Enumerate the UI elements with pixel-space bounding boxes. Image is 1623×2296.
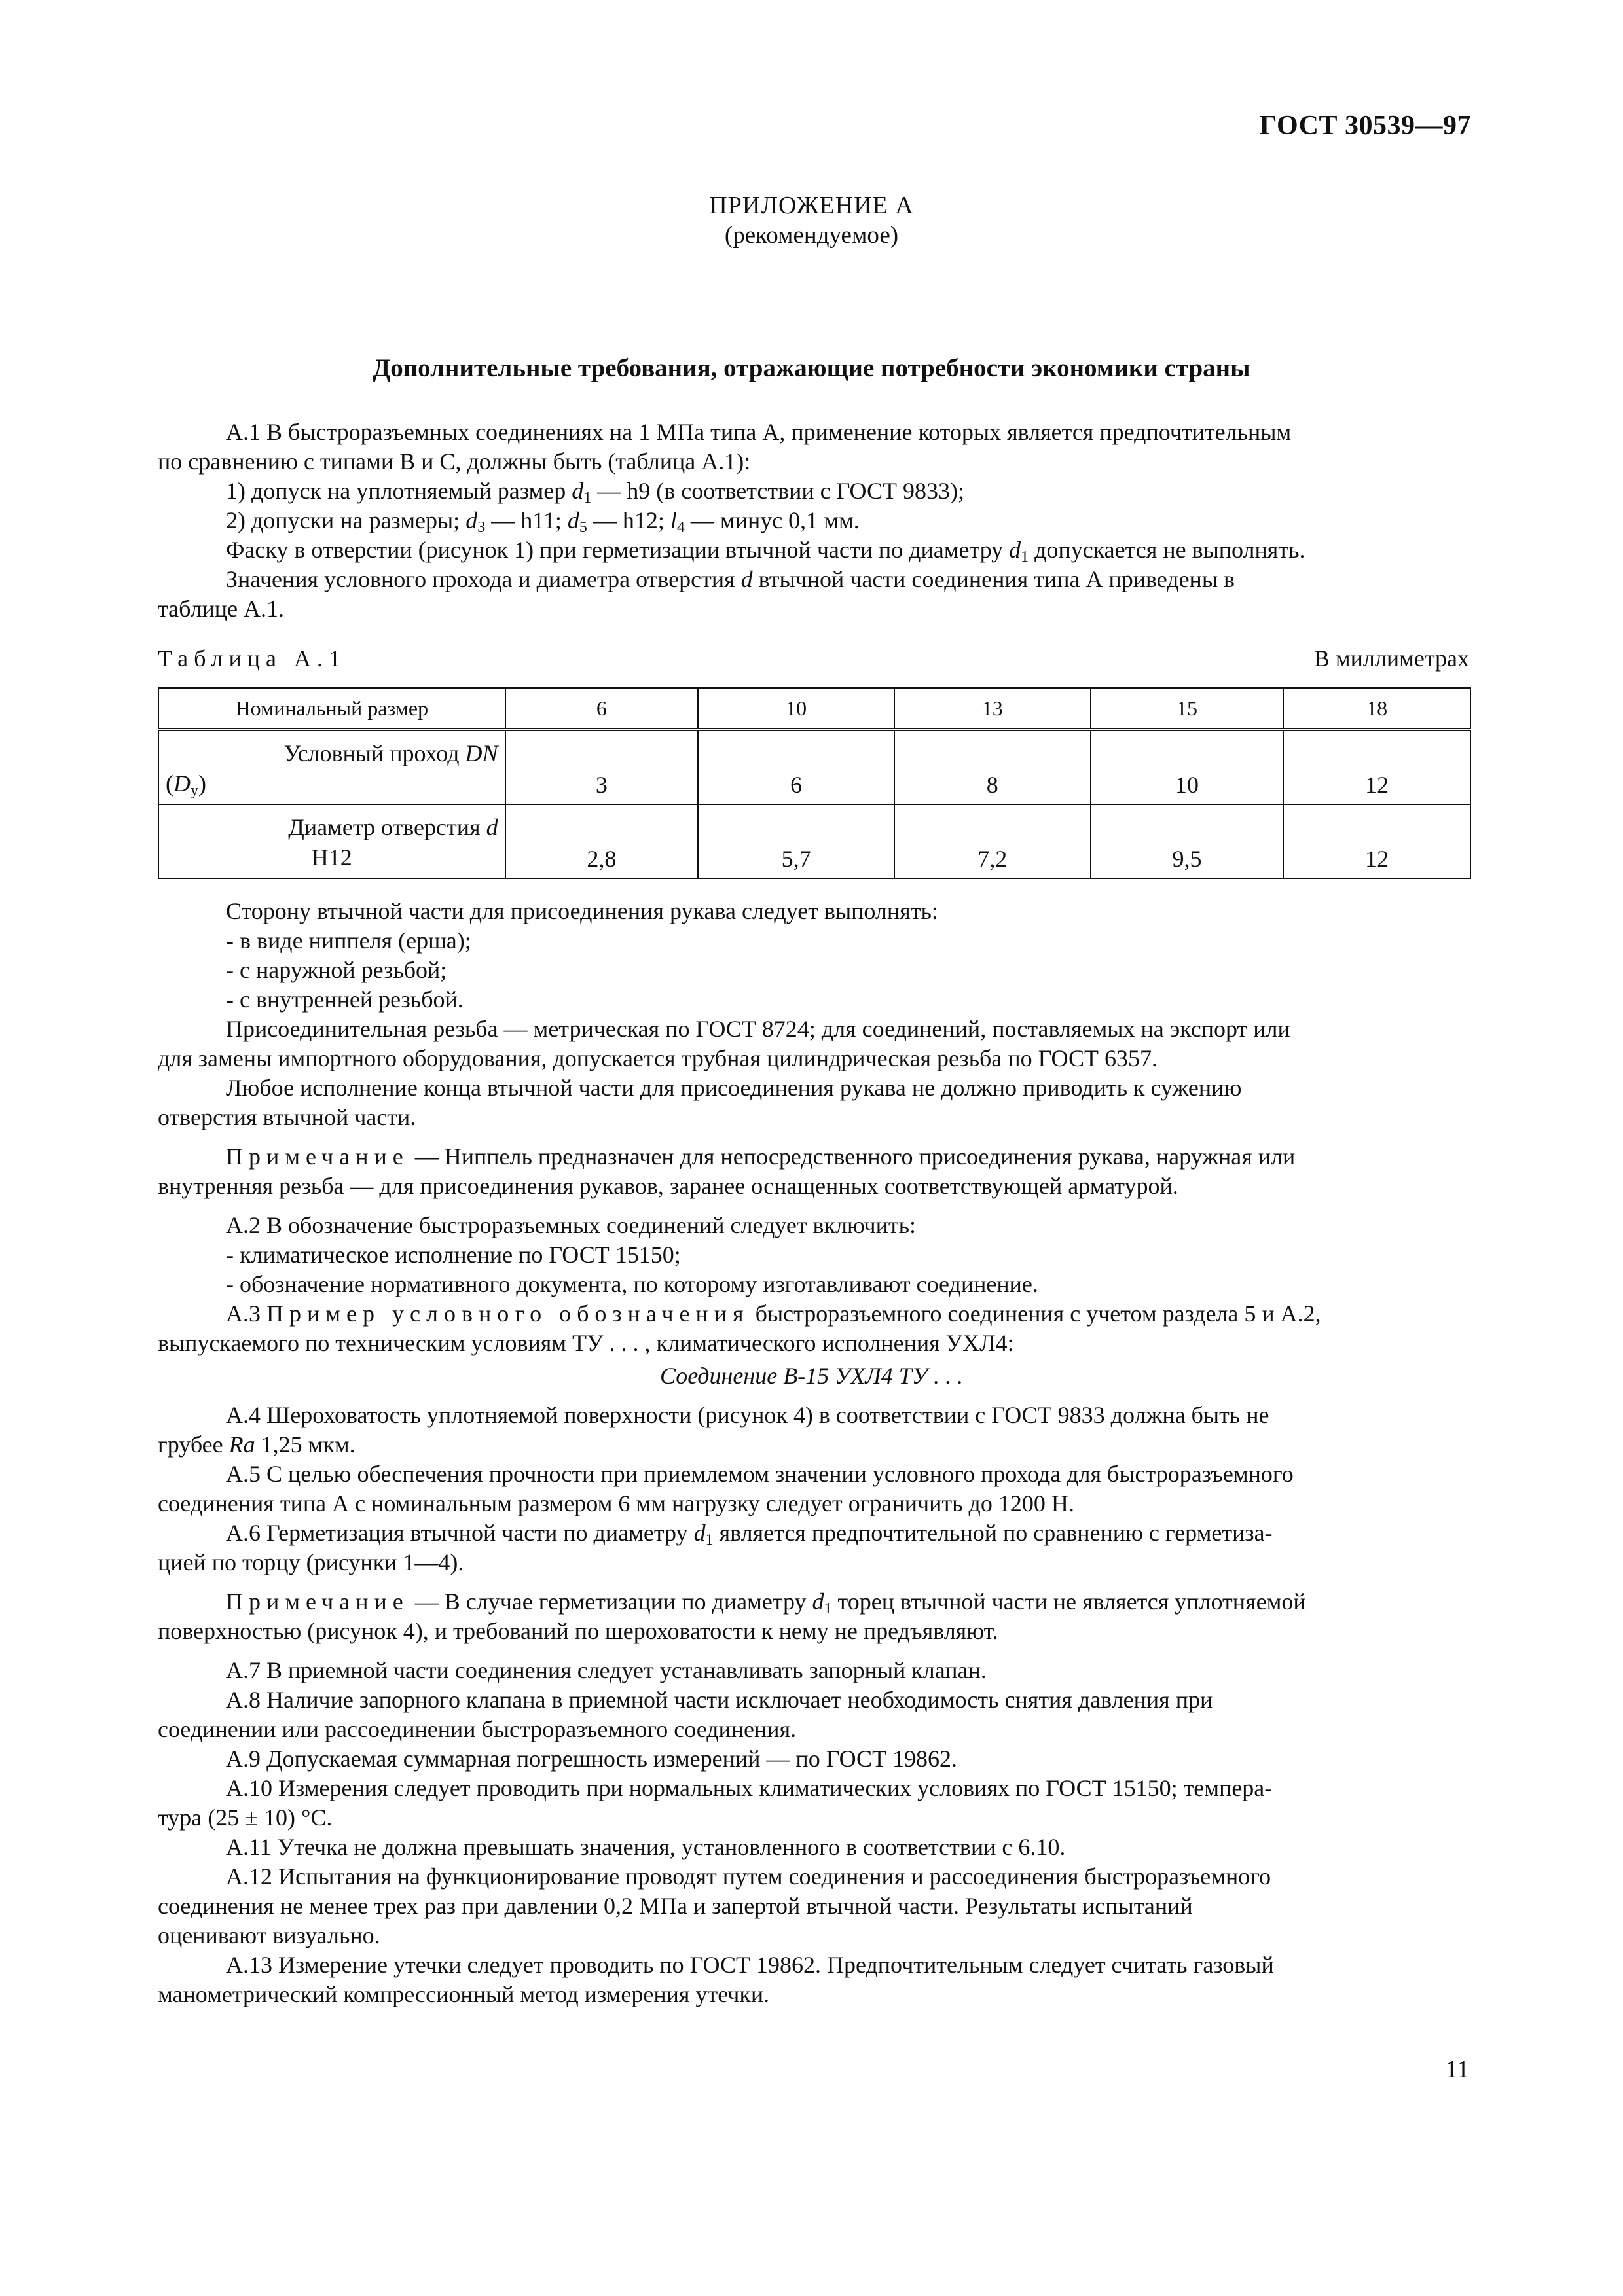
header-cell: 15 [1091, 688, 1284, 730]
para-a1-line1: А.1 В быстроразъемных соединениях на 1 МПа типа А, применение которых является предпочтительным [226, 419, 1292, 445]
para-a1-item2: 2) допуски на размеры; $d_3$ — h11; $d_5$ — h12; $l_4$ — минус 0,1 мм. [226, 507, 860, 536]
list-item: - обозначение нормативного документа, по которому изготавливают соединение. [226, 1271, 1038, 1297]
table-header-row [158, 688, 1470, 730]
designation-example: Соединение В-15 УХЛ4 ТУ . . . [659, 1363, 964, 1389]
clause-a8-line2: соединении или рассоединении быстроразъемного соединения. [158, 1716, 797, 1742]
clause-a6-line2: цией по торцу (рисунки 1—4). [158, 1549, 464, 1575]
clause-a9: А.9 Допускаемая суммарная погрешность измерений — по ГОСТ 19862. [226, 1746, 958, 1772]
table-cell: 12 [1283, 804, 1470, 878]
standard-number: ГОСТ 30539—97 [1259, 111, 1471, 141]
table-cell: 6 [698, 730, 894, 805]
table-cell: 12 [1283, 730, 1470, 805]
header-cell-label: Номинальный размер [158, 688, 505, 730]
list-item: - в виде ниппеля (ерша); [226, 927, 471, 954]
table-cell: 10 [1091, 730, 1284, 805]
clause-a3-line1: А.3 Пример условного обозначения быстроразъемного соединения с учетом раздела 5 и А.2, [226, 1300, 1321, 1327]
note-2-line1: Примечание — В случае герметизации по диаметру $d_1$ торец втычной части не является уплотняемой [226, 1588, 1306, 1617]
paragraph: отверстия втычной части. [158, 1104, 416, 1130]
clause-a12-line1: А.12 Испытания на функционирование проводят путем соединения и рассоединения быстроразъемного [226, 1863, 1271, 1890]
clause-a12-line3: оценивают визуально. [158, 1922, 380, 1948]
row-label-bore-diameter: Диаметр отверстия d H12 [158, 804, 505, 878]
table-cell: 8 [894, 730, 1091, 805]
clause-a10-line2: тура (25 ± 10) °С. [158, 1804, 333, 1831]
note-1-line2: внутренняя резьба — для присоединения рукавов, заранее оснащенных соответствующей арматурой. [158, 1173, 1178, 1199]
table-cell: 2,8 [505, 804, 699, 878]
clause-a13-line1: А.13 Измерение утечки следует проводить по ГОСТ 19862. Предпочтительным следует считать газовый [226, 1952, 1274, 1978]
table-a1 [158, 687, 1471, 879]
section-heading: Дополнительные требования, отражающие потребности экономики страны [373, 354, 1250, 382]
list-item: - климатическое исполнение по ГОСТ 15150; [226, 1242, 681, 1268]
header-cell: 10 [698, 688, 894, 730]
header-cell: 13 [894, 688, 1091, 730]
table-row [158, 804, 1470, 878]
table-units: В миллиметрах [1313, 645, 1469, 672]
appendix-subtitle: (рекомендуемое) [724, 222, 899, 249]
clause-a5-line2: соединения типа А с номинальным размером 6 мм нагрузку следует ограничить до 1200 Н. [158, 1490, 1074, 1516]
appendix-title: ПРИЛОЖЕНИЕ А [709, 192, 914, 219]
table-cell: 9,5 [1091, 804, 1284, 878]
clause-a3-line2: выпускаемого по техническим условиям ТУ . . . , климатического исполнения УХЛ4: [158, 1330, 1014, 1356]
clause-a4-line1: А.4 Шероховатость уплотняемой поверхности (рисунок 4) в соответствии с ГОСТ 9833 должна быть не [226, 1402, 1269, 1428]
list-item: - с внутренней резьбой. [226, 986, 464, 1013]
note-2-line2: поверхностью (рисунок 4), и требований по шероховатости к нему не предъявляют. [158, 1618, 998, 1644]
clause-a2: А.2 В обозначение быстроразъемных соединений следует включить: [226, 1212, 917, 1238]
page-number: 11 [1445, 2056, 1469, 2083]
paragraph: Сторону втычной части для присоединения рукава следует выполнять: [226, 898, 938, 924]
clause-a8-line1: А.8 Наличие запорного клапана в приемной части исключает необходимость снятия давления при [226, 1687, 1213, 1713]
para-a1-line2: по сравнению с типами В и С, должны быть (таблица А.1): [158, 448, 751, 475]
clause-a12-line2: соединения не менее трех раз при давлении 0,2 МПа и запертой втычной части. Результаты испытаний [158, 1893, 1193, 1919]
header-cell: 18 [1283, 688, 1470, 730]
clause-a13-line2: манометрический компрессионный метод измерения утечки. [158, 1981, 770, 2007]
clause-a11: А.11 Утечка не должна превышать значения, установленного в соответствии с 6.10. [226, 1834, 1066, 1860]
paragraph: для замены импортного оборудования, допускается трубная цилиндрическая резьба по ГОСТ 6357. [158, 1045, 1158, 1071]
table-cell: 5,7 [698, 804, 894, 878]
note-1-line1: Примечание — Ниппель предназначен для непосредственного присоединения рукава, наружная или [226, 1143, 1296, 1170]
clause-a6-line1: А.6 Герметизация втычной части по диаметру $d_1$ является предпочтительной по сравнению с герметиза- [226, 1520, 1273, 1549]
list-item: - с наружной резьбой; [226, 957, 447, 983]
table-cell: 3 [505, 730, 699, 805]
para-a1-values-line1: Значения условного прохода и диаметра отверстия d втычной части соединения типа А приведены в [226, 566, 1235, 592]
para-a1-values-line2: таблице А.1. [158, 596, 285, 622]
table-cell: 7,2 [894, 804, 1091, 878]
paragraph: Любое исполнение конца втычной части для присоединения рукава не должно приводить к сужению [226, 1075, 1242, 1101]
clause-a4-line2: грубее Ra 1,25 мкм. [158, 1431, 356, 1458]
clause-a5-line1: А.5 С целью обеспечения прочности при приемлемом значении условного прохода для быстроразъемного [226, 1461, 1294, 1487]
clause-a10-line1: А.10 Измерения следует проводить при нормальных климатических условиях по ГОСТ 15150; темпера- [226, 1775, 1273, 1801]
row-label-nominal-bore: Условный проход DN $(D_y)$ [158, 730, 505, 805]
para-a1-item1: 1) допуск на уплотняемый размер $d_1$ — h9 (в соответствии с ГОСТ 9833); [226, 478, 964, 507]
header-cell: 6 [505, 688, 699, 730]
clause-a7: А.7 В приемной части соединения следует устанавливать запорный клапан. [226, 1657, 987, 1683]
table-caption: Таблица А.1 [158, 645, 346, 672]
table-row [158, 730, 1470, 805]
para-a1-chamfer: Фаску в отверстии (рисунок 1) при герметизации втычной части по диаметру $d_1$ допускается не выполнять. [226, 537, 1305, 565]
paragraph: Присоединительная резьба — метрическая по ГОСТ 8724; для соединений, поставляемых на экспорт или [226, 1016, 1290, 1042]
